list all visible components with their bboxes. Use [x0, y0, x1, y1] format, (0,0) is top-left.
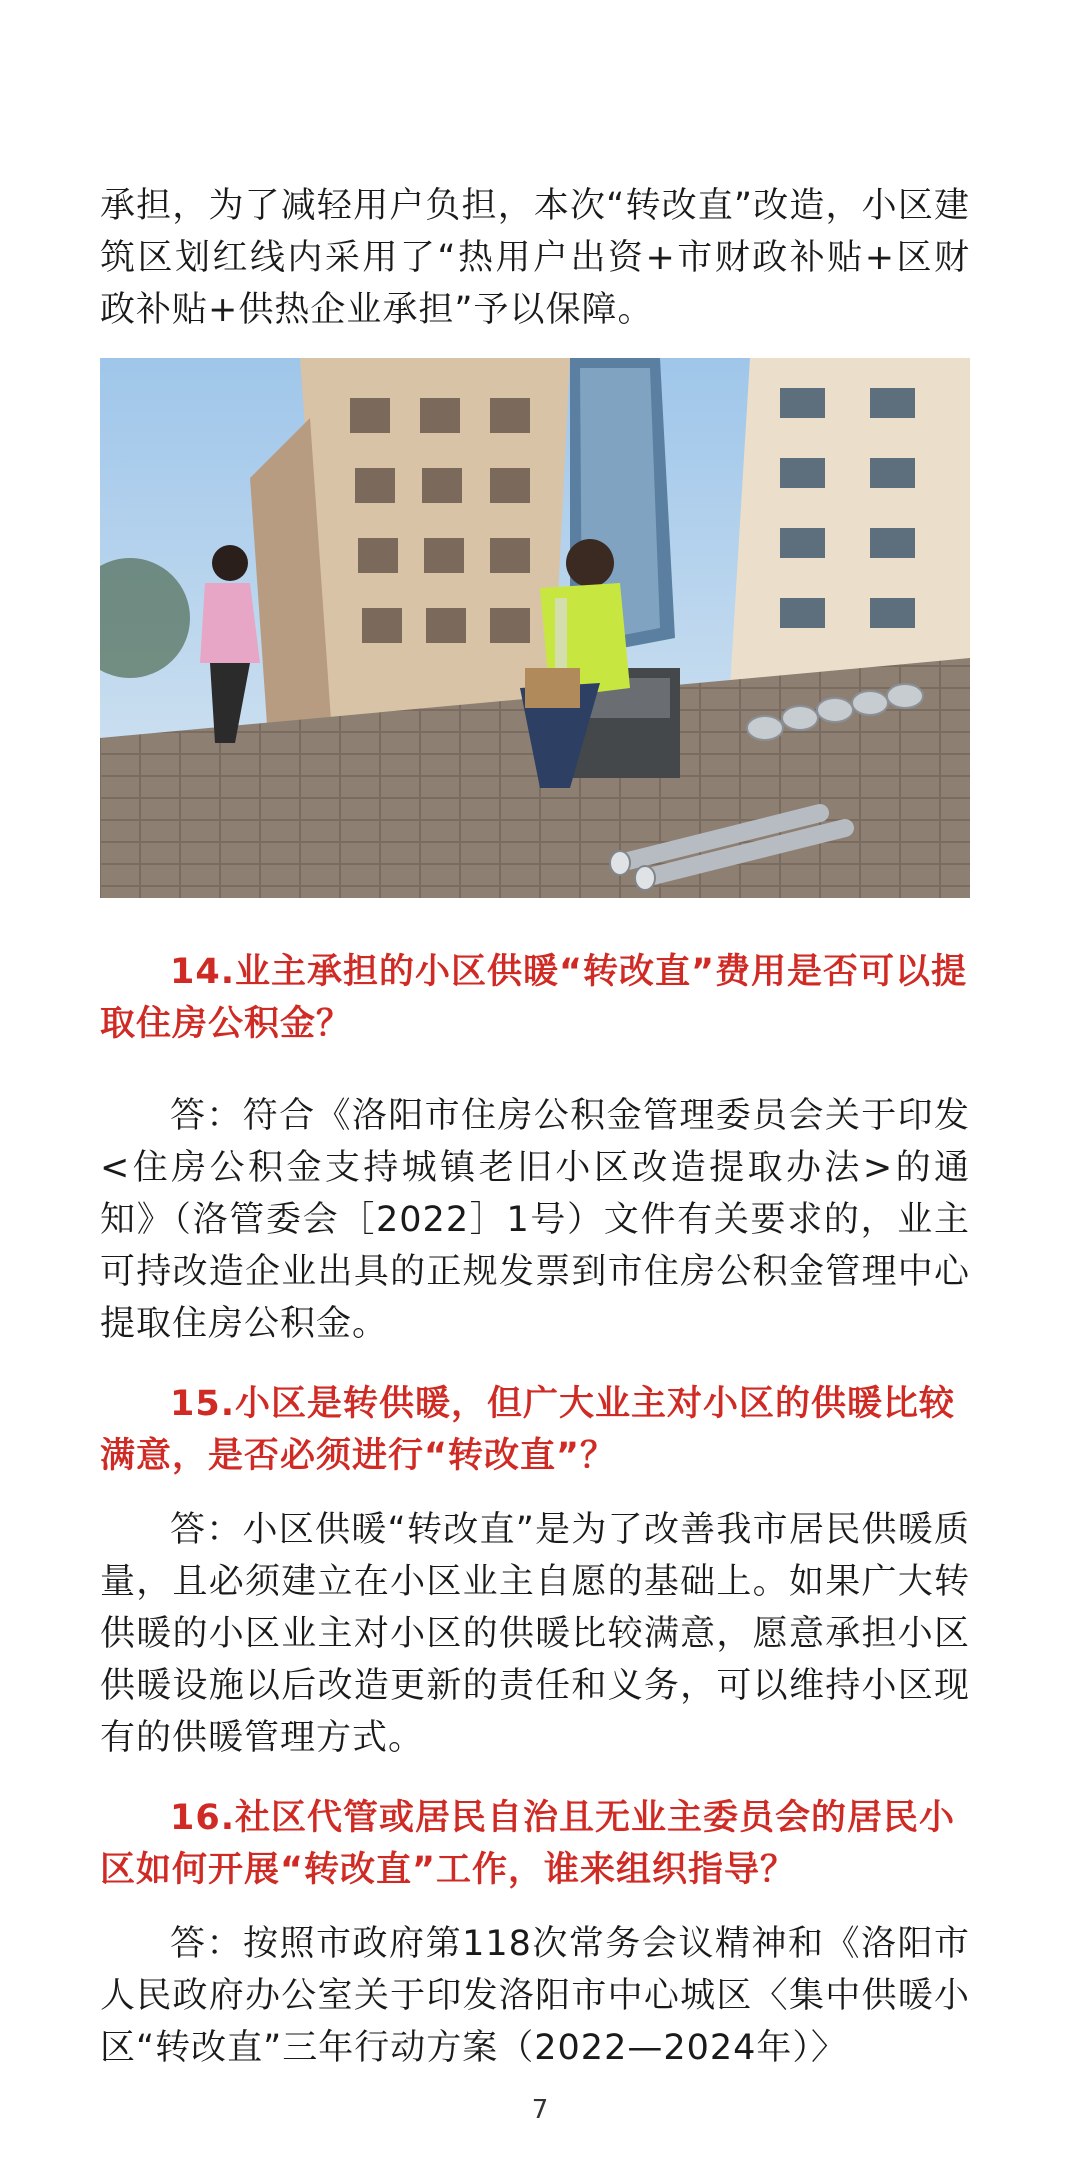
- page-number: 7: [531, 2095, 549, 2125]
- worker-street-photo: [100, 358, 970, 898]
- intro-paragraph: 承担，为了减轻用户负担，本次“转改直”改造，小区建筑区划红线内采用了“热用户出资+市财政补贴+区财政补贴+供热企业承担”予以保障。: [100, 186, 970, 330]
- question-15: 15.小区是转供暖，但广大业主对小区的供暖比较满意，是否必须进行“转改直”？: [100, 1384, 956, 1476]
- question-14: 14.业主承担的小区供暖“转改直”费用是否可以提取住房公积金？: [100, 952, 968, 1044]
- page-content: [100, 180, 970, 2074]
- answer-15: 答：小区供暖“转改直”是为了改善我市居民供暖质量，且必须建立在小区业主自愿的基础上。如果广大转供暖的小区业主对小区的供暖比较满意，愿意承担小区供暖设施以后改造更新的责任和义务，可以维持小区现有的供暖管理方式。: [100, 1510, 970, 1758]
- answer-14: 答：符合《洛阳市住房公积金管理委员会关于印发<住房公积金支持城镇老旧小区改造提取办法>的通知》（洛管委会［2022］1号）文件有关要求的，业主可持改造企业出具的正规发票到市住房公积金管理中心提取住房公积金。: [100, 1096, 970, 1344]
- answer-16: 答：按照市政府第118次常务会议精神和《洛阳市人民政府办公室关于印发洛阳市中心城区〈集中供暖小区“转改直”三年行动方案（2022—2024年）〉: [100, 1924, 970, 2068]
- question-16: 16.社区代管或居民自治且无业主委员会的居民小区如何开展“转改直”工作，谁来组织指导？: [100, 1798, 956, 1890]
